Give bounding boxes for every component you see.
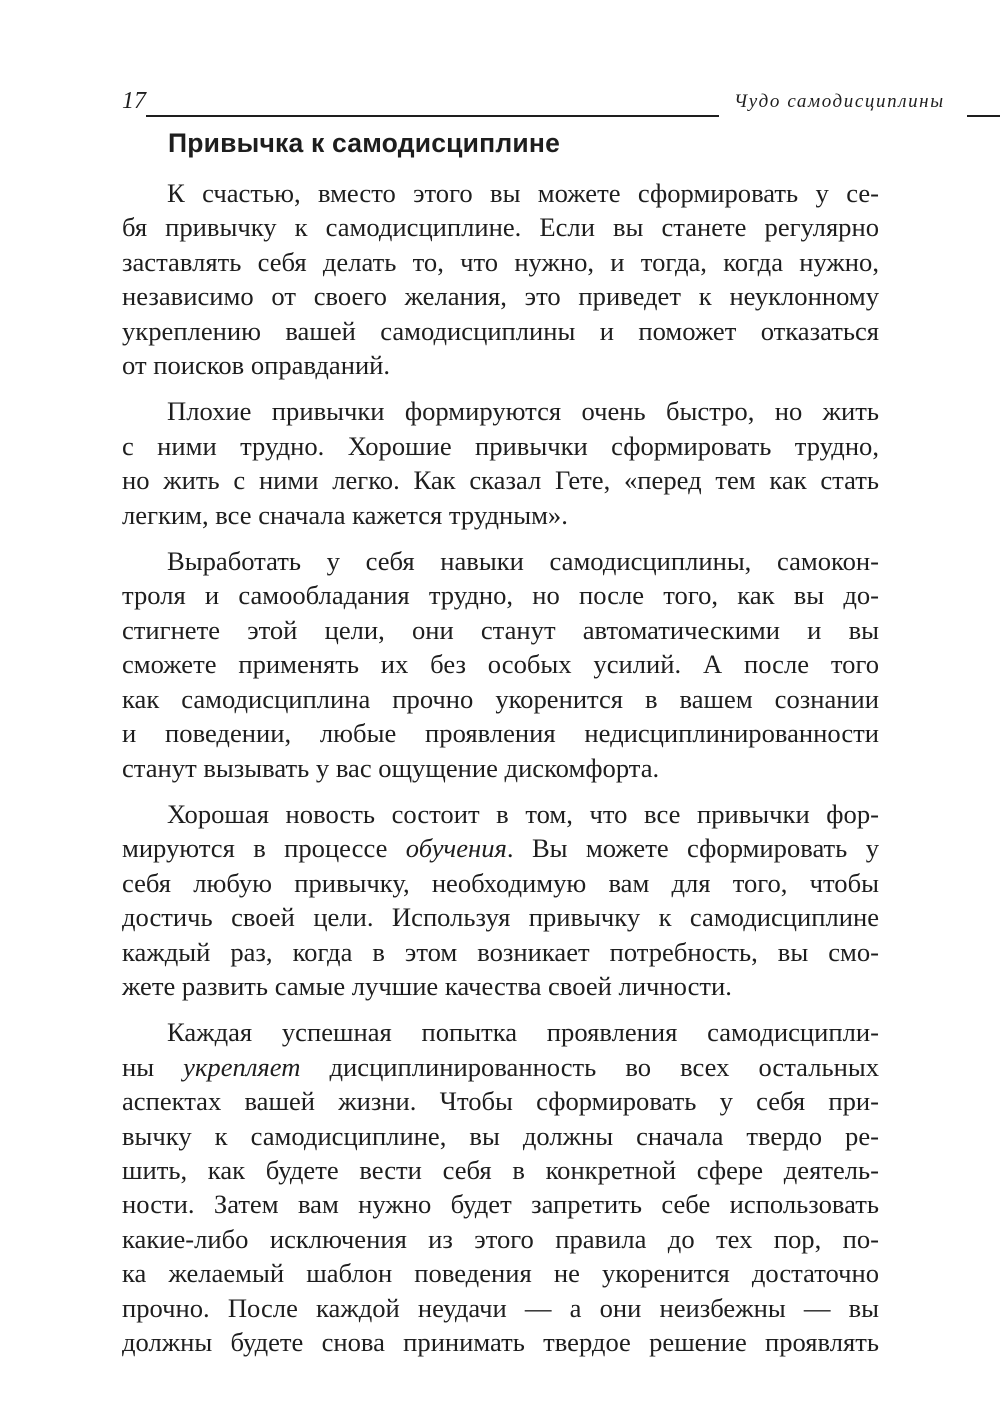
section-heading: Привычка к самодисциплине xyxy=(168,128,561,158)
text-line: мируются в процессе обучения. Вы можете сформировать у xyxy=(122,833,879,864)
text-line: Плохие привычки формируются очень быстро, но жить xyxy=(167,396,879,427)
header-rule-left xyxy=(146,115,719,117)
paragraph xyxy=(122,1015,879,1359)
text-line: ка желаемый шаблон поведения не укоренится достаточно xyxy=(122,1258,879,1289)
text-line: от поисков оправданий. xyxy=(122,350,391,381)
running-head xyxy=(122,86,945,120)
text-line: ны укрепляет дисциплинированность во всех остальных xyxy=(122,1051,879,1082)
text-line: Выработать у себя навыки самодисциплины, самокон- xyxy=(167,546,879,577)
text-line: стигнете этой цели, они станут автоматическими и вы xyxy=(122,614,879,645)
text-line: каждый раз, когда в этом возникает потребность, вы смо- xyxy=(122,936,879,967)
paragraph xyxy=(122,544,879,785)
running-book-title: Чудо самодисциплины xyxy=(734,91,945,112)
text-line: независимо от своего желания, это приведет к неуклонному xyxy=(122,281,879,312)
text-line: укреплению вашей самодисциплины и поможет отказаться xyxy=(122,315,879,346)
text-line: как самодисциплина прочно укоренится в вашем сознании xyxy=(122,683,879,714)
text-line: достичь своей цели. Используя привычку к самодисциплине xyxy=(122,902,879,933)
text-line: себя любую привычку, необходимую вам для того, чтобы xyxy=(122,867,879,898)
text-line: заставлять себя делать то, что нужно, и тогда, когда нужно, xyxy=(122,246,879,277)
text-line: прочно. После каждой неудачи — а они неизбежны — вы xyxy=(122,1292,879,1323)
text-line: какие-либо исключения из этого правила до тех пор, по- xyxy=(122,1223,879,1254)
text-line: с ними трудно. Хорошие привычки сформировать трудно, xyxy=(122,430,879,461)
header-rule-right xyxy=(967,115,1000,117)
text-line: станут вызывать у вас ощущение дискомфорта. xyxy=(122,752,660,783)
book-page xyxy=(122,86,945,1371)
text-line: К счастью, вместо этого вы можете сформировать у се- xyxy=(167,178,879,208)
text-line: аспектах вашей жизни. Чтобы сформировать у себя при- xyxy=(122,1086,879,1117)
text-line: ности. Затем вам нужно будет запретить себе использовать xyxy=(122,1189,879,1220)
text-line: сможете применять их без особых усилий. А после того xyxy=(122,649,879,680)
body-text xyxy=(122,176,879,1359)
paragraph xyxy=(122,176,879,382)
page-number: 17 xyxy=(122,88,146,114)
paragraph xyxy=(122,797,879,1003)
text-line: легким, все сначала кажется трудным». xyxy=(122,499,568,530)
text-line: бя привычку к самодисциплине. Если вы станете регулярно xyxy=(122,212,879,243)
text-line: Хорошая новость состоит в том, что все привычки фор- xyxy=(167,798,879,829)
text-line: Каждая успешная попытка проявления самодисципли- xyxy=(167,1017,879,1048)
text-line: шить, как будете вести себя в конкретной сфере деятель- xyxy=(122,1154,879,1185)
text-line: и поведении, любые проявления недисциплинированности xyxy=(122,718,879,749)
text-line: но жить с ними легко. Как сказал Гете, «перед тем как стать xyxy=(122,465,879,496)
text-line: троля и самообладания трудно, но после того, как вы до- xyxy=(122,580,879,611)
text-line: вычку к самодисциплине, вы должны сначала твердо ре- xyxy=(122,1120,879,1151)
text-line: жете развить самые лучшие качества своей личности. xyxy=(122,970,732,1001)
text-line: должны будете снова принимать твердое решение проявлять xyxy=(122,1327,879,1357)
paragraph xyxy=(122,394,879,532)
